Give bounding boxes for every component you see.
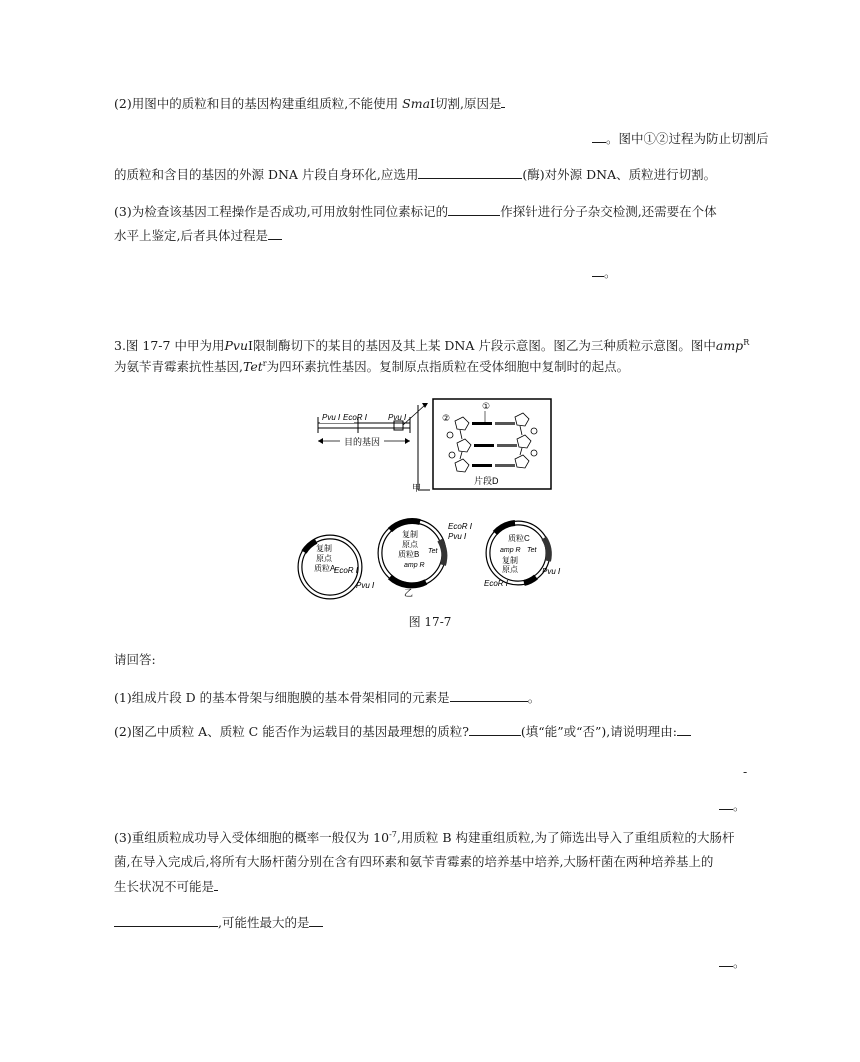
q3-p3-end [719, 954, 746, 971]
q2-part3-line1 [114, 203, 717, 220]
text: Ⅰ限制酶切下的某目的基因及其上某 DNA 片段示意图。图乙为三种质粒示意图。图中 [248, 338, 716, 353]
text: 。图中①②过程为防止切割后 [606, 131, 769, 146]
text: 。 [733, 798, 746, 813]
answer-blank[interactable] [268, 227, 282, 240]
q3-p1 [114, 689, 540, 706]
marker-2: ② [442, 413, 451, 423]
answer-blank[interactable] [501, 95, 505, 108]
pvu-label: Pvu Ⅰ [388, 413, 407, 422]
tet-label: Tet [428, 548, 438, 555]
amp-label: amp R [404, 562, 425, 569]
pvu-label: Pvu Ⅰ [448, 532, 467, 541]
q3-p3-line4 [114, 914, 323, 931]
gene-segment [318, 403, 428, 493]
target-gene-label: 目的基因 [343, 437, 381, 447]
figure-label-yi: 乙 [404, 588, 414, 598]
plasmid-c-label: 原点 [502, 565, 518, 574]
text: 的质粒和含目的基因的外源 DNA 片段自身环化,应选用 [114, 167, 419, 182]
text: 水平上鉴定,后者具体过程是 [114, 228, 268, 243]
plasmid-a-label: 复制 [316, 544, 332, 553]
text: (3)为检查该基因工程操作是否成功,可用放射性同位素标记的 [114, 204, 449, 219]
answer-blank[interactable] [448, 203, 500, 216]
text: 3.图 17-7 中甲为用 [114, 338, 225, 353]
text: ,用质粒 B 构建重组质粒,为了筛选出导入了重组质粒的大肠杆 [396, 830, 735, 845]
text: ,可能性最大的是 [218, 915, 310, 930]
q3-p3-line3 [114, 878, 218, 895]
q2-part3-line2 [114, 227, 282, 244]
marker-1: ① [482, 401, 491, 411]
q3-p3-line1 [114, 830, 734, 846]
text: (酶)对外源 DNA、质粒进行切割。 [522, 167, 717, 182]
q3-p2 [114, 723, 691, 740]
dash-mark: - [743, 764, 748, 779]
answer-blank[interactable] [592, 264, 604, 277]
text-italic: Tet [242, 359, 263, 374]
text: 为四环素抗性基因。复制原点指质粒在受体细胞中复制时的起点。 [266, 359, 630, 374]
text: (3)重组质粒成功导入受体细胞的概率一般仅为 10 [114, 830, 390, 845]
tet-label: Tet [527, 547, 537, 554]
text: (2)图乙中质粒 A、质粒 C 能否作为运载目的基因最理想的质粒? [114, 724, 469, 739]
amp-label: amp R [500, 547, 521, 554]
q2-part2-line1 [114, 95, 505, 112]
ecor-label: EcoR Ⅰ [334, 566, 359, 575]
q3-p3-line2: 菌,在导入完成后,将所有大肠杆菌分别在含有四环素和氨苄青霉素的培养基中培养,大肠杆菌在两种培养基上的 [114, 854, 714, 869]
pvu-label: Pvu Ⅰ [542, 567, 561, 576]
figure-caption: 图 17-7 [408, 615, 452, 629]
text: (2)用图中的质粒和目的基因构建重组质粒,不能使用 [114, 96, 399, 111]
answer-blank[interactable] [114, 914, 218, 927]
text: (1)组成片段 D 的基本骨架与细胞膜的基本骨架相同的元素是 [114, 690, 450, 705]
text: 。 [733, 955, 746, 970]
text: 为氨苄青霉素抗性基因, [114, 359, 243, 374]
answer-blank[interactable] [677, 723, 691, 736]
q2-part3-line3 [592, 264, 617, 281]
answer-blank[interactable] [592, 130, 606, 143]
ecor-label: EcoR Ⅰ [343, 413, 368, 422]
figure-17-7 [290, 395, 580, 600]
plasmid-a-label: 原点 [316, 554, 332, 563]
text: Ⅰ切割,原因是 [430, 96, 502, 111]
q3-prompt: 请回答: [114, 652, 156, 667]
plasmid-b-label: 原点 [402, 540, 418, 549]
ecor-label: EcoR Ⅰ [484, 579, 509, 588]
text: 作探针进行分子杂交检测,还需要在个体 [500, 204, 717, 219]
q2-part2-line3 [114, 166, 716, 183]
plasmid-b [380, 521, 473, 598]
text: 。 [604, 265, 617, 280]
text: 。 [527, 690, 541, 705]
answer-blank[interactable] [309, 914, 323, 927]
fragment-d-box [418, 399, 551, 490]
pvu-label: Pvu Ⅰ [356, 581, 375, 590]
figure-label-jia: 甲 [412, 483, 422, 493]
pvu-label: Pvu Ⅰ [322, 413, 341, 422]
plasmid-c-label: 质粒C [508, 534, 530, 543]
text-italic: Sma [402, 96, 431, 111]
plasmid-c [484, 523, 561, 588]
plasmid-b-label: 复制 [402, 530, 418, 539]
text-italic: Pvu [224, 338, 248, 353]
text-italic: amp [715, 338, 744, 353]
fragment-d-label: 片段D [474, 476, 499, 486]
answer-blank[interactable] [214, 878, 218, 891]
answer-blank[interactable] [450, 689, 528, 702]
superscript: R [743, 337, 750, 347]
answer-blank[interactable] [719, 797, 733, 810]
q3-intro-line1 [114, 338, 749, 354]
q3-p2-end [719, 797, 746, 814]
q3-intro-line2 [114, 359, 629, 375]
plasmid-a-label: 质粒A [314, 564, 336, 573]
plasmid-a [300, 537, 375, 597]
q2-part2-line2 [592, 130, 769, 147]
plasmid-b-label: 质粒B [398, 550, 420, 559]
superscript: r [262, 358, 267, 368]
text: (填“能”或“否”),请说明理由: [520, 724, 677, 739]
answer-blank[interactable] [469, 723, 521, 736]
answer-blank[interactable] [418, 166, 522, 179]
superscript: -7 [389, 829, 397, 839]
plasmid-c-label: 复制 [502, 556, 518, 565]
answer-blank[interactable] [719, 954, 733, 967]
text: 生长状况不可能是 [114, 879, 215, 894]
ecor-label: EcoR Ⅰ [448, 522, 473, 531]
